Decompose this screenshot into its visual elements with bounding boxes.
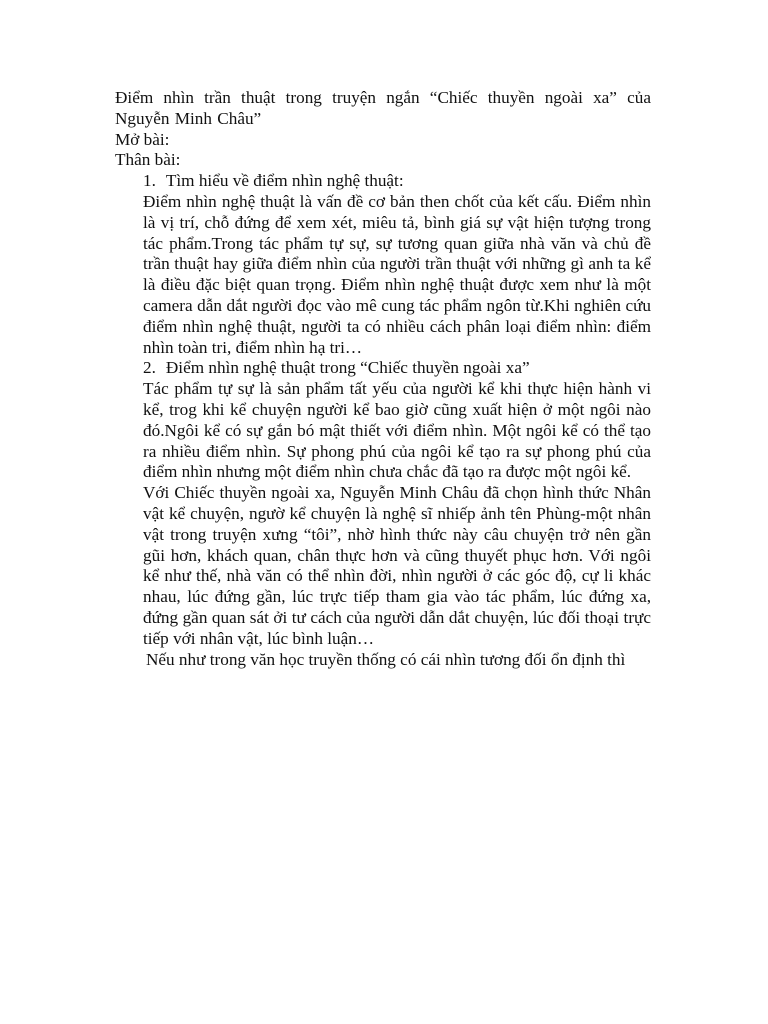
paragraph-continuation: Nếu như trong văn học truyền thống có cái nhìn tương đối ổn định thì [146,649,626,669]
section-title: Điểm nhìn nghệ thuật trong “Chiếc thuyền ngoài xa” [165,358,530,378]
section-number: 2. [143,358,156,378]
section-title: Tìm hiểu về điểm nhìn nghệ thuật: [165,171,404,191]
paragraph: Điểm nhìn nghệ thuật là vấn đề cơ bản then chốt của kết cấu. Điểm nhìn là vị trí, chỗ đứng để xem xét, miêu tả, bình giá sự vật hiện tượng trong tác phẩm.Trong tác phẩm tự sự, sự tương quan giữa nhà văn và chủ đề trần thuật hay giữa điểm nhìn của người trần thuật với những gì anh ta kể là điều đặc biệt quan trọng. Điểm nhìn nghệ thuật được xem như là một camera dẫn dắt người đọc vào mê cung tác phẩm ngôn từ.Khi nghiên cứu điểm nhìn nghệ thuật, người ta có nhiều cách phân loại điểm nhìn: điểm nhìn toàn tri, điểm nhìn hạ tri… [143,191,651,357]
paragraph: Tác phẩm tự sự là sản phẩm tất yếu của người kể khi thực hiện hành vi kể, trog khi kể chuyện người kể bao giờ cũng xuất hiện ở một ngôi nào đó.Ngôi kể có sự gắn bó mật thiết với điểm nhìn. Một ngôi kể có thể tạo ra nhiều điểm nhìn. Sự phong phú của ngôi kể tạo ra sự phong phú của điểm nhìn nhưng một điểm nhìn chưa chắc đã tạo ra được một ngôi kể. [143,379,651,482]
document-body [115,88,651,670]
section-number: 1. [143,171,156,191]
section-2 [115,358,651,670]
intro-heading: Mở bài: [115,129,170,149]
body-heading: Thân bài: [115,150,181,170]
section-heading [115,171,651,192]
section-1 [115,171,651,358]
paragraph: Với Chiếc thuyền ngoài xa, Nguyễn Minh Châu đã chọn hình thức Nhân vật kể chuyện, ngườ kể chuyện là nghệ sĩ nhiếp ảnh tên Phùng-một nhân vật trong truyện xưng “tôi”, nhờ hình thức này câu chuyện trở nên gần gũi hơn, khách quan, chân thực hơn và cũng thuyết phục hơn. Với ngôi kể như thế, nhà văn có thể nhìn đời, nhìn người ở các góc độ, cự li khác nhau, lúc đứng gần, lúc trực tiếp tham gia vào tác phẩm, lúc đứng xa, đứng gần quan sát ởi tư cách của người dẫn dắt chuyện, lúc đối thoại trực tiếp với nhân vật, lúc bình luận… [143,483,651,648]
section-heading [115,358,651,379]
document-title: Điểm nhìn trần thuật trong truyện ngắn “Chiếc thuyền ngoài xa” của Nguyễn Minh Châu” [115,88,651,128]
